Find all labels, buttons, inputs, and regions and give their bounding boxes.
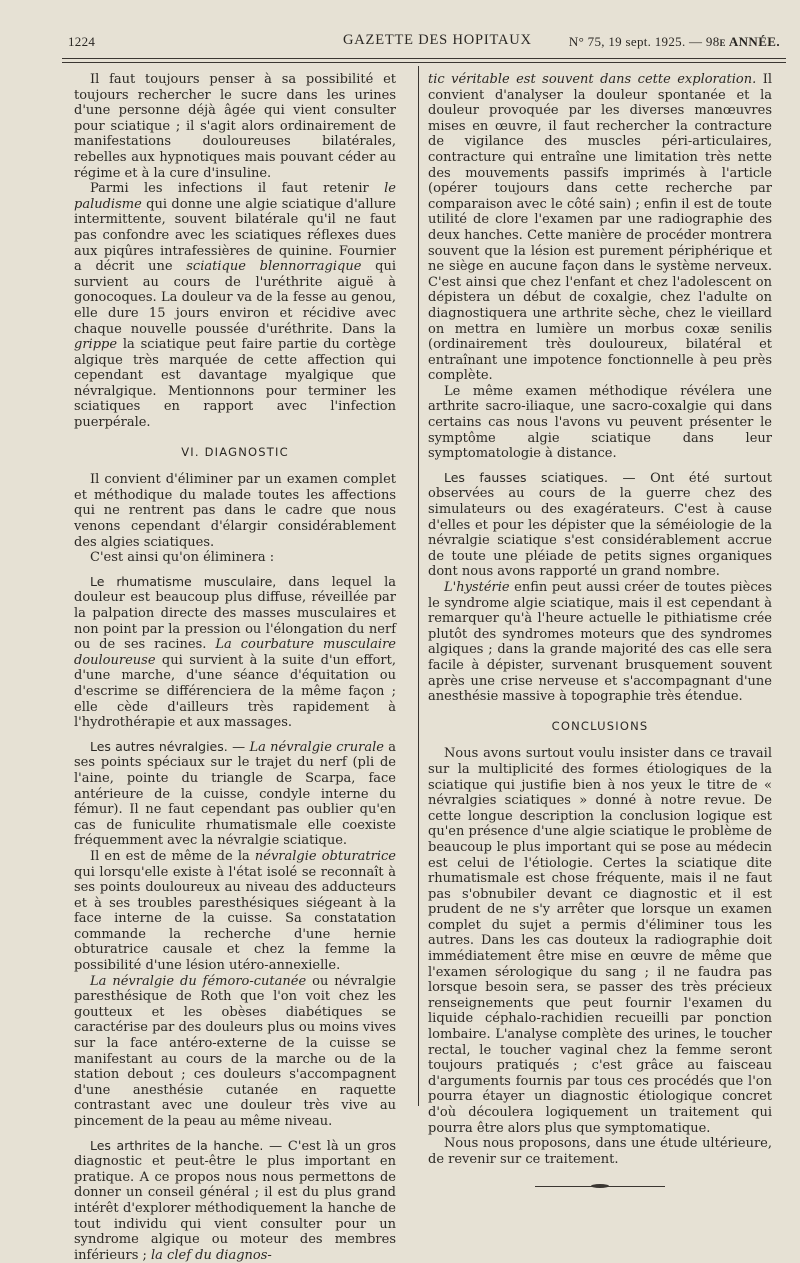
paragraph: Il convient d'éliminer par un examen complet et méthodique du malade toutes les affections qui ne rentrent pas dans le cadre que nous venons cependant d'élargir considérablement des algies sciatiques. (74, 472, 396, 550)
paragraph: C'est ainsi qu'on éliminera : (90, 550, 275, 566)
right-column (428, 72, 772, 1189)
paragraph: Parmi les infections il faut retenir le paludisme qui donne une algie sciatique d'allure intermittente, souvent bilatérale qu'il ne faut pas confondre avec les sciatiques réflexes dues aux piqûres intrafessières de quinine. Fournier a décrit une sciatique blennorragique qui survient au cours de l'uréthrite aiguë à gonocoques. La douleur va de la fesse au genou, elle dure 15 jours environ et récidive avec chaque nouvelle poussée d'uréthrite. Dans la grippe la sciatique peut faire partie du cortège algique très marquée de cette affection qui cependant est davantage myalgique que névralgique. Mentionnons pour terminer les sciatiques en rapport avec l'infection puerpérale. (74, 181, 396, 431)
issue-date: N° 75, 19 sept. 1925. — 98 (568, 34, 720, 49)
paragraph: L'hystérie enfin peut aussi créer de toutes pièces le syndrome algie sciatique, mais il est cependant à remarquer qu'à l'heure actuelle le pithiatisme crée plutôt des syndromes moteurs que des syndromes algiques ; dans la grande majorité des cas elle sera facile à dépister, survenant brusquement souvent après une crise nerveuse et s'accompagnant d'une anesthésie massive à topographie très étendue. (428, 580, 772, 705)
issue-year: e ANNÉE. (719, 34, 780, 49)
paragraph: Nous nous proposons, dans une étude ultérieure, de revenir sur ce traitement. (428, 1136, 772, 1167)
paragraph: La névralgie du fémoro-cutanée ou névralgie paresthésique de Roth que l'on voit chez les goutteux et les obèses diabétiques se caractérise par des douleurs plus ou moins vives sur la face antéro-externe de la cuisse se manifestant au cours de la marche ou de la station debout ; ces douleurs s'accompagnent d'une anesthésie cutanée en raquette contrastant avec une douleur très vive au pincement de la peau au même niveau. (74, 973, 396, 1129)
paragraph: Nous avons surtout voulu insister dans ce travail sur la multiplicité des formes étiologiques de la sciatique qui justifie bien à nos yeux le titre de « névralgies sciatiques » donné à notre revue. De cette longue description la conclusion logique est qu'en présence d'une algie sciatique le problème de beaucoup le plus important qui se pose au médecin est celui de l'étiologie. Certes la sciatique dite rhumatismale est chose fréquente, mais il ne faut pas s'obnubiler devant ce diagnostic et il est prudent de ne s'y arrêter que lorsque un examen complet du sujet a permis d'éliminer tous les autres. Dans les cas douteux la radiographie doit immédiatement être mise en œuvre de même que l'examen sérologique du sang ; il ne faudra pas lorsque besoin sera, se passer des très précieux renseignements que peut fournir l'examen du liquide céphalo-rachidien recueilli par ponction lombaire. L'analyse complète des urines, le toucher rectal, le toucher vaginal chez la femme seront toujours pratiqués ; c'est grâce au faisceau d'arguments fournis par tous ces procédés que l'on pourra étayer un diagnostic étiologique concret d'où découlera logiquement un traitement qui pourra être alors plus que symptomatique. (428, 746, 772, 1136)
paragraph: Il faut toujours penser à sa possibilité et toujours rechercher le sucre dans les urines d'une personne déjà âgée qui vient consulter pour sciatique ; il s'agit alors ordinairement de manifestations douloureuses bilatérales, rebelles aux hypnotiques mais pouvant céder au régime et à la cure d'insuline. (74, 72, 396, 181)
paragraph: Le même examen méthodique révélera une arthrite sacro-iliaque, une sacro-coxalgie qui dans certains cas nous l'avons vu peuvent présenter le symptôme algie sciatique dans leur symptomatologie à distance. (428, 383, 772, 462)
paragraph: Le rhumatisme musculaire, dans lequel la douleur est beaucoup plus diffuse, réveillée par la palpation directe des masses musculaires et non point par la pression ou l'élongation du nerf ou de ses racines. La courbature musculaire douloureuse qui survient à la suite d'un effort, d'une marche, d'une séance d'équitation ou d'escrime se différenciera de la même façon ; elle cède d'ailleurs très rapidement à l'hydrothérapie et aux massages. (74, 573, 396, 731)
paragraph: Les arthrites de la hanche. — C'est là un gros diagnostic et peut-être le plus important en pratique. A ce propos nous nous permettons de donner un conseil général ; il est du plus grand intérêt d'explorer méthodiquement la hanche de tout individu qui vient consulter pour un syndrome algique ou moteur des membres inférieurs ; la clef du diagnos- (74, 1137, 396, 1263)
paragraph: Les fausses sciatiques. — Ont été surtout observées au cours de la guerre chez des simulateurs ou des exagérateurs. C'est à cause d'elles et pour les dépister que la séméiologie de la névralgie sciatique s'est considérablement accrue de toute une pléiade de petits signes organiques dont nous avons rapporté un grand nombre. (428, 469, 772, 580)
header-rule-thin (62, 62, 786, 63)
left-column (74, 72, 396, 1263)
end-ornament (535, 1185, 665, 1189)
runin-heading: Les fausses sciatiques. (444, 469, 608, 485)
runin-heading: Les autres névralgies. (90, 738, 228, 754)
paragraph: tic véritable est souvent dans cette exploration. Il convient d'analyser la douleur spontanée et la douleur provoquée par les diverses manœuvres mises en œuvre, il faut rechercher la contracture de vigilance des muscles péri-articulaires, contracture qui entraîne une limitation très nette des mouvements passifs imprimés à l'article (opérer toujours dans cette recherche par comparaison avec le côté sain) ; enfin il est de toute utilité de clore l'examen par une radiographie des deux hanches. Cette manière de procéder montrera souvent que la lésion est purement périphérique et ne siège en aucune façon dans le système nerveux. C'est ainsi que chez l'enfant et chez l'adolescent on dépistera un début de coxalgie, chez l'adulte on diagnostiquera une arthrite sèche, chez le vieillard on mettra en lumière un morbus coxæ senilis (ordinairement très douloureux, bilatéral et entraînant une impotence fonctionnelle à peu près complète. (428, 72, 772, 384)
runin-heading: Le rhumatisme musculaire, (90, 573, 277, 589)
paragraph: Il en est de même de la névralgie obturatrice qui lorsqu'elle existe à l'état isolé se reconnaît à ses points douloureux au niveau des adducteurs et à ses troubles paresthésiques siégeant à la face interne de la cuisse. Sa constatation commande la recherche d'une hernie obturatrice causale et chez la femme la possibilité d'une lésion utéro-annexielle. (74, 848, 396, 974)
column-divider (418, 66, 419, 1106)
issue-info (569, 34, 780, 50)
section-heading-diagnostic: VI. DIAGNOSTIC (181, 444, 289, 459)
page-number: 1224 (68, 34, 96, 49)
section-heading-conclusions: CONCLUSIONS (551, 718, 649, 733)
runin-heading: Les arthrites de la hanche. (90, 1137, 264, 1153)
running-header (68, 32, 780, 52)
journal-title: GAZETTE DES HOPITAUX (343, 32, 532, 48)
header-rule (62, 58, 786, 59)
paragraph: Les autres névralgies. — La névralgie crurale a ses points spéciaux sur le trajet du nerf (pli de l'aine, pointe du triangle de Scarpa, face antérieure de la cuisse, condyle interne du fémur). Il ne faut cependant pas oublier qu'en cas de funiculite rhumatismale elle coexiste fréquemment avec la névralgie sciatique. (74, 738, 397, 849)
